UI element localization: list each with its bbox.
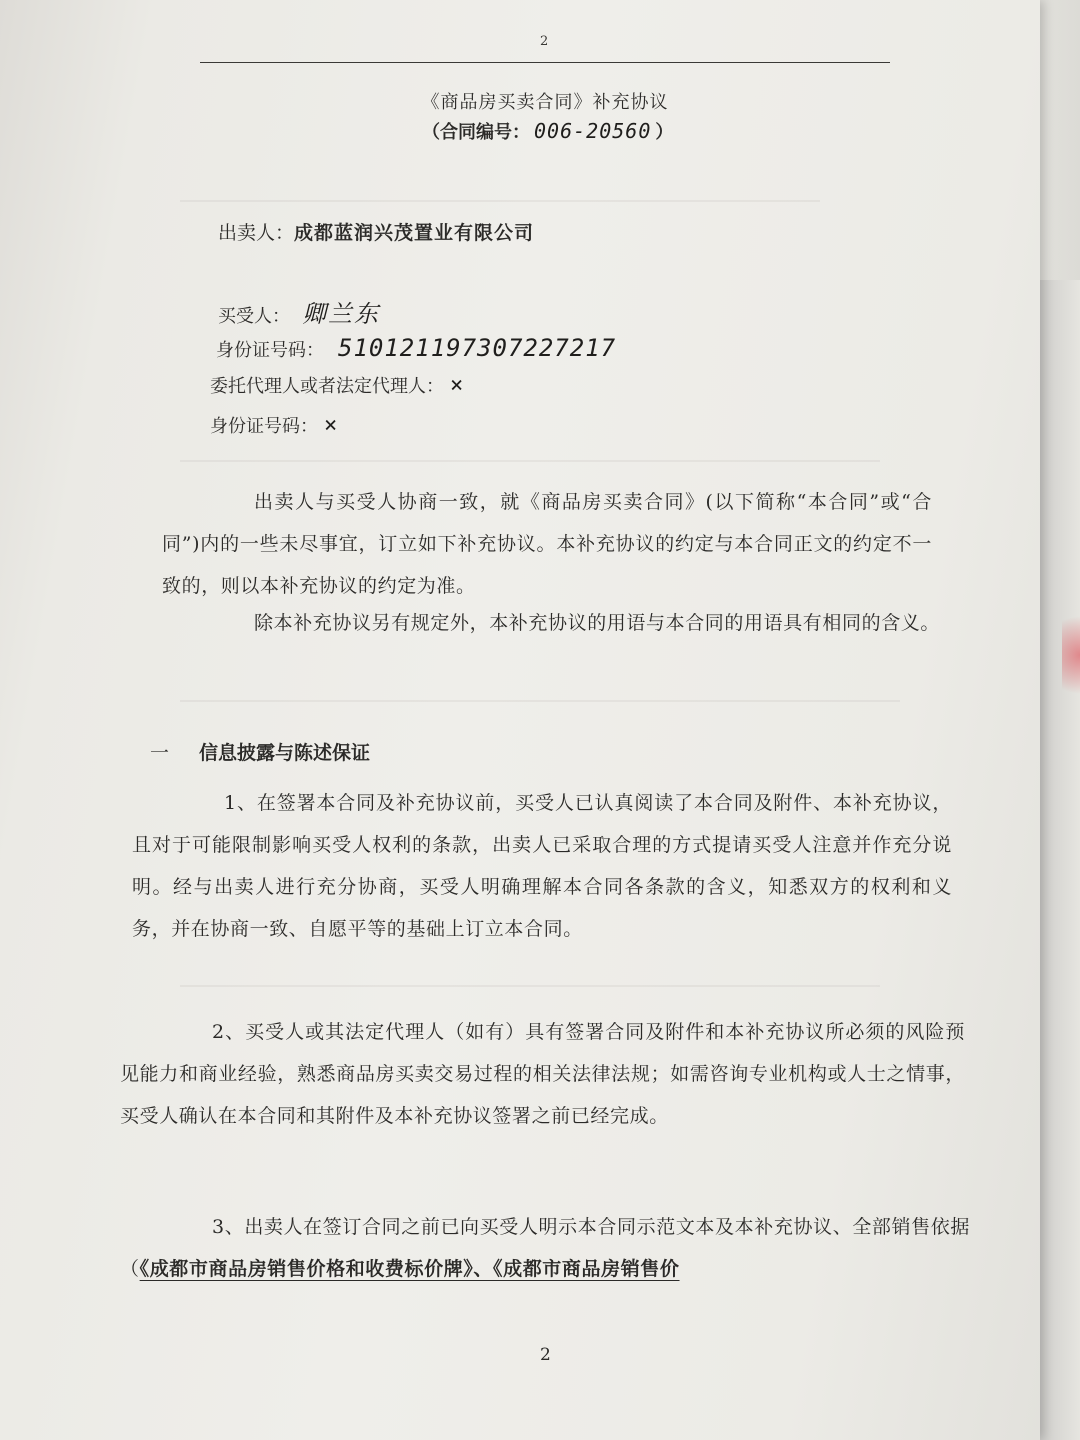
buyer-id-label: 身份证号码： xyxy=(216,340,324,361)
contract-number-value: 006-20560 xyxy=(534,119,652,143)
bleed-through-line xyxy=(180,985,880,987)
agent-id-label: 身份证号码： xyxy=(210,416,318,437)
agent-id-line xyxy=(210,412,337,438)
document-title: 《商品房买卖合同》补充协议 xyxy=(421,92,669,113)
contract-number-open: （合同编号： xyxy=(422,122,530,143)
intro-paragraph: 出卖人与买受人协商一致，就《商品房买卖合同》(以下简称“本合同”或“合同”)内的一些未尽事宜，订立如下补充协议。本补充协议的约定与本合同正文的约定不一致的，则以本补充协议的约定为准。 xyxy=(162,491,932,597)
buyer-label: 买受人： xyxy=(218,306,290,327)
buyer-line xyxy=(218,294,380,329)
seller-line xyxy=(218,218,534,245)
underlying-page-edge xyxy=(1039,280,1080,1440)
clause-3-text: 3、出卖人在签订合同之前已向买受人明示本合同示范文本及本补充协议、全部销售依据（ xyxy=(120,1216,970,1280)
buyer-name-handwritten: 卿兰东 xyxy=(302,300,380,328)
section-title: 信息披露与陈述保证 xyxy=(199,742,371,764)
seller-name: 成都蓝润兴茂置业有限公司 xyxy=(294,222,535,244)
agent-line xyxy=(210,372,463,398)
contract-number xyxy=(422,118,673,144)
terms-paragraph: 除本补充协议另有规定外，本补充协议的用语与本合同的用语具有相同的含义。 xyxy=(254,612,941,634)
clause-3-underlined: 《成都市商品房销售价格和收费标价牌》、《成都市商品房销售价 xyxy=(139,1258,680,1280)
buyer-id-handwritten: 510121197307227217 xyxy=(338,334,617,362)
header-rule xyxy=(200,62,890,63)
agent-label: 委托代理人或者法定代理人： xyxy=(210,376,444,397)
clause-3 xyxy=(120,1206,970,1290)
bleed-through-line xyxy=(180,200,820,202)
clause-2: 2、买受人或其法定代理人（如有）具有签署合同及附件和本补充协议所必须的风险预见能力和商业经验，熟悉商品房买卖交易过程的相关法律法规；如需咨询专业机构或人士之情事，买受人确认在本合同和其附件及本补充协议签署之前已经完成。 xyxy=(120,1021,965,1127)
clause-1: 1、在签署本合同及补充协议前，买受人已认真阅读了本合同及附件、本补充协议，且对于可能限制影响买受人权利的条款，出卖人已采取合理的方式提请买受人注意并作充分说明。经与出卖人进行充分协商，买受人明确理解本合同各条款的含义，知悉双方的权利和义务，并在协商一致、自愿平等的基础上订立本合同。 xyxy=(132,792,952,940)
red-stamp-edge xyxy=(1062,610,1080,700)
header-page-number: 2 xyxy=(540,34,549,49)
section-number: 一 xyxy=(150,742,170,764)
footer-page-number: 2 xyxy=(540,1345,551,1365)
seller-label: 出卖人： xyxy=(218,222,295,244)
buyer-id-line xyxy=(216,334,616,362)
bleed-through-line xyxy=(180,700,900,702)
agent-value-cross: × xyxy=(450,373,464,398)
contract-number-close: ） xyxy=(655,122,674,143)
section-heading xyxy=(150,738,370,765)
bleed-through-line xyxy=(180,460,880,462)
agent-id-value-cross: × xyxy=(324,413,338,438)
